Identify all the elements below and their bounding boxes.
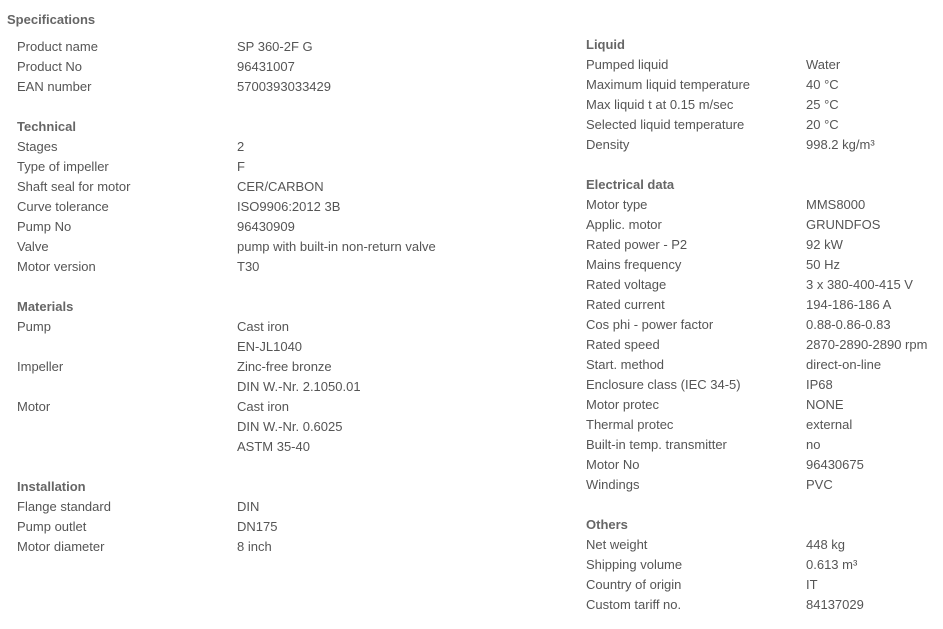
spec-label: Max liquid t at 0.15 m/sec [586, 97, 734, 112]
spec-label: Country of origin [586, 577, 682, 592]
spec-row [586, 215, 941, 235]
spec-row [586, 235, 941, 255]
spec-value: T30 [237, 259, 260, 274]
section-heading: Electrical data [586, 177, 675, 192]
spec-row [586, 335, 941, 355]
section-heading: Technical [17, 119, 77, 134]
spec-value: 40 °C [806, 77, 839, 92]
spec-label: Rated voltage [586, 277, 667, 292]
general-section [17, 37, 557, 97]
section-heading: Materials [17, 299, 74, 314]
spec-row [17, 137, 557, 157]
spec-value: 194-186-186 A [806, 297, 892, 312]
spec-row [17, 37, 557, 57]
spec-label: Rated power - P2 [586, 237, 688, 252]
spec-label: Applic. motor [586, 217, 662, 232]
spec-row [17, 437, 557, 457]
spec-label: Curve tolerance [17, 199, 109, 214]
spec-row [17, 77, 557, 97]
spec-label: Thermal protec [586, 417, 674, 432]
spec-value: F [237, 159, 245, 174]
spec-label: Cos phi - power factor [586, 317, 714, 332]
spec-label: Motor diameter [17, 539, 105, 554]
spec-value: Water [806, 57, 841, 72]
spec-value: MMS8000 [806, 197, 866, 212]
others-section [586, 515, 941, 615]
spec-label: EAN number [17, 79, 92, 94]
spec-value: SP 360-2F G [237, 39, 313, 54]
spec-label: Density [586, 137, 630, 152]
spec-row [586, 195, 941, 215]
spec-label: Mains frequency [586, 257, 682, 272]
spec-value: EN-JL1040 [237, 339, 303, 354]
spec-label: Shaft seal for motor [17, 179, 131, 194]
spec-row [586, 395, 941, 415]
spec-row [17, 357, 557, 377]
section-heading: Others [586, 517, 628, 532]
spec-row [586, 535, 941, 555]
spec-row [17, 197, 557, 217]
spec-label: Impeller [17, 359, 64, 374]
spec-value: Zinc-free bronze [237, 359, 332, 374]
spec-value: 5700393033429 [237, 79, 331, 94]
spec-row [586, 75, 941, 95]
spec-value: 96430909 [237, 219, 295, 234]
spec-value: IT [806, 577, 818, 592]
spec-label: Net weight [586, 537, 648, 552]
spec-value: DIN W.-Nr. 0.6025 [237, 419, 343, 434]
spec-value: 25 °C [806, 97, 839, 112]
spec-value: 8 inch [237, 539, 272, 554]
spec-label: Flange standard [17, 499, 111, 514]
spec-row [17, 497, 557, 517]
spec-label: Pumped liquid [586, 57, 669, 72]
spec-row [586, 95, 941, 115]
spec-value: 84137029 [806, 597, 864, 612]
spec-row [586, 435, 941, 455]
spec-value: Cast iron [237, 399, 290, 414]
spec-label: Rated speed [586, 337, 660, 352]
spec-value: ASTM 35-40 [237, 439, 310, 454]
spec-row [17, 177, 557, 197]
spec-row [586, 415, 941, 435]
page-title: Specifications [7, 12, 96, 27]
spec-row [586, 295, 941, 315]
spec-row [17, 337, 557, 357]
spec-label: Product No [17, 59, 83, 74]
spec-label: Pump No [17, 219, 72, 234]
spec-row [17, 417, 557, 437]
spec-label: Selected liquid temperature [586, 117, 745, 132]
spec-value: 0.613 m³ [806, 557, 858, 572]
spec-label: Motor version [17, 259, 96, 274]
spec-label: Start. method [586, 357, 665, 372]
spec-row [586, 55, 941, 75]
spec-row [586, 475, 941, 495]
spec-label: Shipping volume [586, 557, 683, 572]
spec-value: 998.2 kg/m³ [806, 137, 875, 152]
spec-row [586, 455, 941, 475]
spec-value: DN175 [237, 519, 278, 534]
spec-row [17, 397, 557, 417]
spec-label: Rated current [586, 297, 665, 312]
spec-row [586, 135, 941, 155]
spec-row [586, 255, 941, 275]
spec-value: external [806, 417, 853, 432]
spec-row [586, 375, 941, 395]
spec-value: NONE [806, 397, 844, 412]
spec-label: Product name [17, 39, 98, 54]
spec-value: DIN W.-Nr. 2.1050.01 [237, 379, 361, 394]
spec-value: 20 °C [806, 117, 839, 132]
spec-row [586, 595, 941, 615]
spec-value: GRUNDFOS [806, 217, 881, 232]
spec-value: IP68 [806, 377, 833, 392]
spec-label: Valve [17, 239, 49, 254]
spec-value: direct-on-line [806, 357, 882, 372]
spec-row [17, 217, 557, 237]
spec-row [586, 315, 941, 335]
spec-row [17, 237, 557, 257]
spec-label: Custom tariff no. [586, 597, 682, 612]
spec-value: pump with built-in non-return valve [237, 239, 436, 254]
spec-value: 92 kW [806, 237, 843, 252]
spec-label: Enclosure class (IEC 34-5) [586, 377, 741, 392]
motor-no-link[interactable]: 96430675 [806, 457, 864, 472]
spec-label: Pump [17, 319, 51, 334]
spec-label: Pump outlet [17, 519, 87, 534]
spec-row [586, 555, 941, 575]
spec-row [17, 57, 557, 77]
spec-value: 96431007 [237, 59, 295, 74]
spec-label: Motor [17, 399, 51, 414]
spec-value: 2 [237, 139, 245, 154]
spec-label: Motor No [586, 457, 640, 472]
spec-row [17, 537, 557, 557]
spec-value: CER/CARBON [237, 179, 324, 194]
spec-label: Stages [17, 139, 58, 154]
spec-row [17, 317, 557, 337]
spec-value: Cast iron [237, 319, 290, 334]
spec-row [586, 275, 941, 295]
spec-row [17, 517, 557, 537]
spec-row [17, 377, 557, 397]
spec-label: Built-in temp. transmitter [586, 437, 727, 452]
spec-value: 3 x 380-400-415 V [806, 277, 913, 292]
spec-label: Type of impeller [17, 159, 109, 174]
section-heading: Liquid [586, 37, 625, 52]
spec-value: ISO9906:2012 3B [237, 199, 341, 214]
spec-value: 448 kg [806, 537, 846, 552]
technical-section [17, 117, 557, 277]
spec-value: no [806, 437, 821, 452]
materials-section [17, 297, 557, 457]
section-heading: Installation [17, 479, 86, 494]
spec-value: 2870-2890-2890 rpm [806, 337, 928, 352]
spec-label: Windings [586, 477, 640, 492]
spec-label: Maximum liquid temperature [586, 77, 751, 92]
spec-row [586, 575, 941, 595]
spec-row [586, 115, 941, 135]
spec-value: 50 Hz [806, 257, 840, 272]
electrical-section [586, 175, 941, 495]
spec-row [17, 257, 557, 277]
spec-label: Motor protec [586, 397, 659, 412]
spec-value: 0.88-0.86-0.83 [806, 317, 891, 332]
liquid-section [586, 35, 941, 155]
spec-value: PVC [806, 477, 833, 492]
installation-section [17, 477, 557, 557]
spec-row [586, 355, 941, 375]
spec-value: DIN [237, 499, 260, 514]
spec-row [17, 157, 557, 177]
spec-label: Motor type [586, 197, 648, 212]
